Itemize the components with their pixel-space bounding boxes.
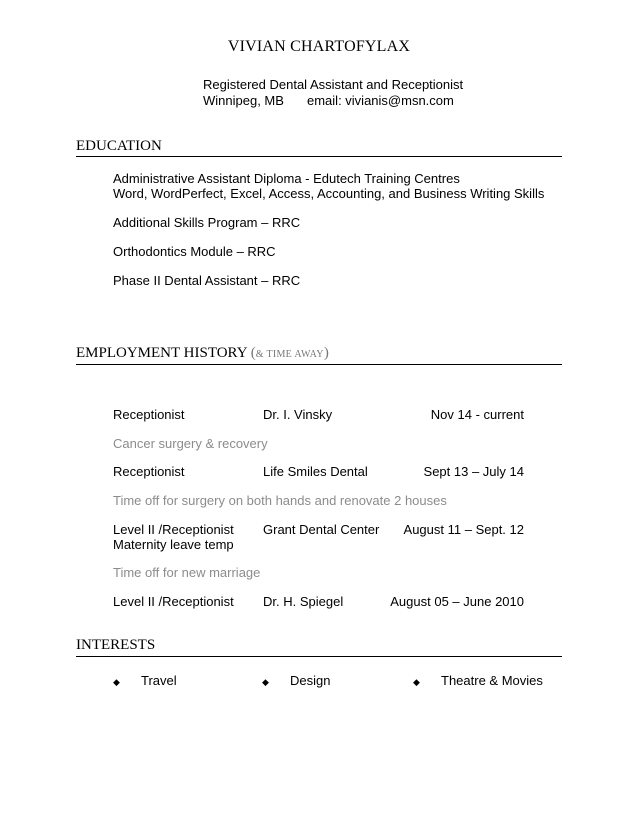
employment-heading-text: EMPLOYMENT HISTORY: [76, 345, 247, 361]
education-item: Additional Skills Program – RRC: [113, 215, 301, 230]
interest-item: Travel: [141, 673, 177, 688]
away-paren-open: (: [250, 345, 256, 361]
interest-item: Design: [290, 673, 331, 688]
job-title: Receptionist: [113, 407, 185, 422]
job-employer: Dr. H. Spiegel: [263, 594, 344, 609]
time-away-note: Time off for new marriage: [113, 565, 261, 580]
diamond-bullet-icon: ◆: [113, 677, 120, 687]
employment-rule: [76, 364, 562, 365]
resume-subtitle: Registered Dental Assistant and Receptionist: [203, 77, 464, 92]
time-away-note: Cancer surgery & recovery: [113, 436, 268, 451]
education-heading: EDUCATION: [76, 138, 162, 154]
resume-name: VIVIAN CHARTOFYLAX: [227, 38, 411, 55]
education-item: Administrative Assistant Diploma - Edutech Training Centres: [113, 171, 460, 186]
job-title: Level II /Receptionist: [113, 594, 234, 609]
diamond-bullet-icon: ◆: [262, 677, 269, 687]
job-title: Receptionist: [113, 464, 185, 479]
diamond-bullet-icon: ◆: [413, 677, 420, 687]
education-item: Word, WordPerfect, Excel, Access, Accounting, and Business Writing Skills: [113, 186, 545, 201]
time-away-note: Time off for surgery on both hands and renovate 2 houses: [113, 493, 447, 508]
job-dates: Nov 14 - current: [430, 407, 524, 422]
job-dates: August 05 – June 2010: [390, 594, 524, 609]
education-item: Phase II Dental Assistant – RRC: [113, 273, 301, 288]
job-employer: Life Smiles Dental: [263, 464, 368, 479]
job-note: Maternity leave temp: [113, 537, 234, 552]
interest-item: Theatre & Movies: [441, 673, 543, 688]
job-employer: Grant Dental Center: [263, 522, 380, 537]
education-item: Orthodontics Module – RRC: [113, 244, 276, 259]
away-paren-close: ): [323, 345, 329, 361]
job-title: Level II /Receptionist: [113, 522, 234, 537]
interests-rule: [76, 656, 562, 657]
job-employer: Dr. I. Vinsky: [263, 407, 333, 422]
contact-city: Winnipeg, MB: [203, 93, 284, 108]
away-note: & TIME AWAY: [255, 349, 324, 360]
education-rule: [76, 156, 562, 157]
interests-heading: INTERESTS: [76, 637, 156, 653]
job-dates: August 11 – Sept. 12: [403, 522, 524, 537]
job-dates: Sept 13 – July 14: [423, 464, 524, 479]
contact-email: email: vivianis@msn.com: [307, 93, 454, 108]
employment-heading: [76, 345, 329, 362]
